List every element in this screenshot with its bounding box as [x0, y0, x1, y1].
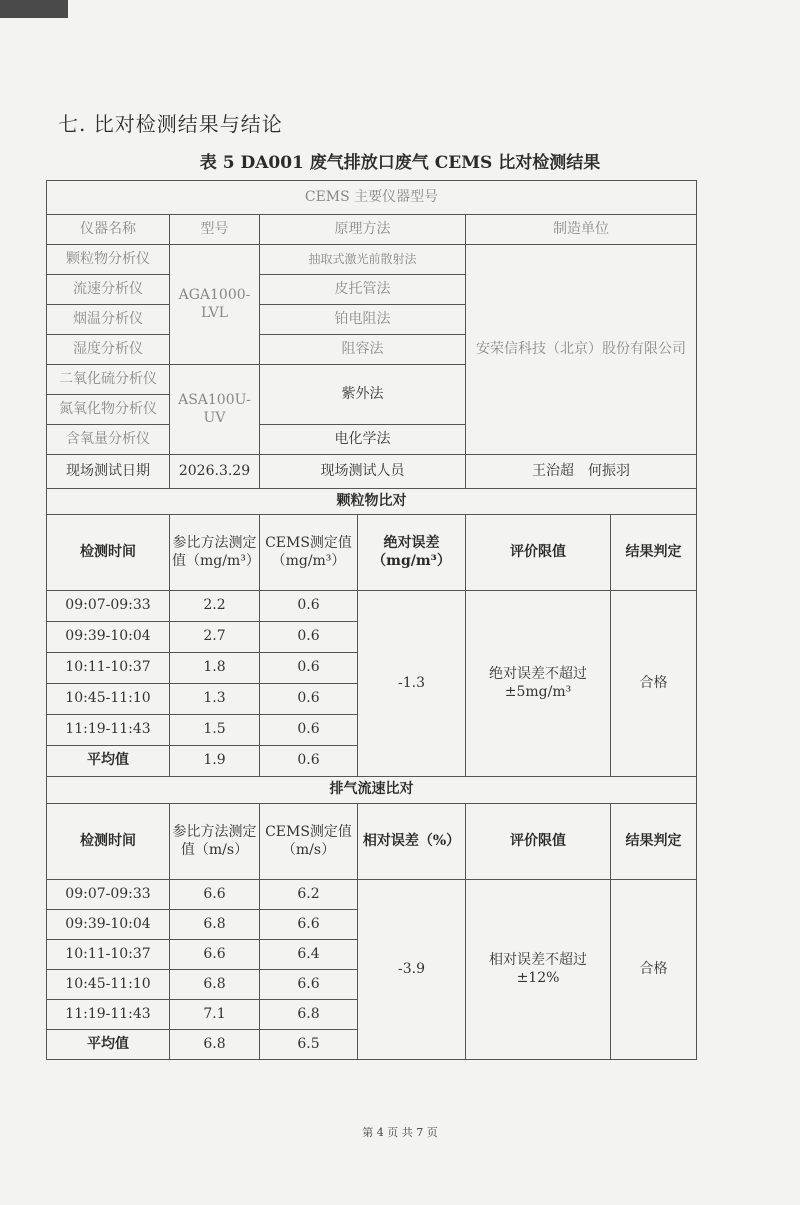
particulate-row-time: 10:45-11:10	[47, 684, 170, 715]
flow-avg-cems: 6.5	[260, 1030, 358, 1060]
particulate-col-time: 检测时间	[47, 515, 170, 591]
flow-row-time: 11:19-11:43	[47, 1000, 170, 1030]
flow-row-time: 10:45-11:10	[47, 970, 170, 1000]
instrument-model: ASA100U-UV	[170, 365, 260, 455]
flow-avg-label: 平均值	[47, 1030, 170, 1060]
particulate-row-time: 09:07-09:33	[47, 591, 170, 622]
particulate-col-limit: 评价限值	[466, 515, 611, 591]
flow-row-time: 10:11-10:37	[47, 940, 170, 970]
particulate-row-cems: 0.6	[260, 653, 358, 684]
particulate-col-result: 结果判定	[611, 515, 697, 591]
table-title: 表 5 DA001 废气排放口废气 CEMS 比对检测结果	[199, 153, 601, 173]
instrument-name: 二氧化硫分析仪	[47, 365, 170, 395]
instruments-header: CEMS 主要仪器型号	[47, 181, 697, 215]
flow-row-cems: 6.6	[260, 910, 358, 940]
instrument-name: 湿度分析仪	[47, 335, 170, 365]
flow-row-cems: 6.2	[260, 880, 358, 910]
flow-error: -3.9	[358, 880, 466, 1060]
instrument-principle: 抽取式激光前散射法	[260, 245, 466, 275]
particulate-avg-ref: 1.9	[170, 746, 260, 777]
test-date-label: 现场测试日期	[47, 455, 170, 489]
flow-row-ref: 6.8	[170, 970, 260, 1000]
flow-col-result: 结果判定	[611, 804, 697, 880]
particulate-result: 合格	[611, 591, 697, 777]
flow-col-limit: 评价限值	[466, 804, 611, 880]
flow-row-time: 09:07-09:33	[47, 880, 170, 910]
flow-row-ref: 6.8	[170, 910, 260, 940]
instrument-name: 烟温分析仪	[47, 305, 170, 335]
flow-row-cems: 6.8	[260, 1000, 358, 1030]
instrument-name: 含氧量分析仪	[47, 425, 170, 455]
particulate-row-ref: 2.2	[170, 591, 260, 622]
particulate-row-time: 11:19-11:43	[47, 715, 170, 746]
particulate-row-time: 10:11-10:37	[47, 653, 170, 684]
particulate-avg-cems: 0.6	[260, 746, 358, 777]
flow-col-ref: 参比方法测定值（m/s）	[170, 804, 260, 880]
particulate-col-cems: CEMS测定值（mg/m³）	[260, 515, 358, 591]
instrument-principle: 紫外法	[260, 365, 466, 425]
testers: 王治超 何振羽	[466, 455, 697, 489]
instrument-principle: 皮托管法	[260, 275, 466, 305]
flow-section-title: 排气流速比对	[47, 777, 697, 804]
flow-row-ref: 6.6	[170, 880, 260, 910]
flow-limit: 相对误差不超过±12%	[466, 880, 611, 1060]
section-title: 七. 比对检测结果与结论	[58, 112, 283, 136]
particulate-row-time: 09:39-10:04	[47, 622, 170, 653]
instrument-principle: 铂电阻法	[260, 305, 466, 335]
instrument-principle: 电化学法	[260, 425, 466, 455]
particulate-section-title: 颗粒物比对	[47, 489, 697, 515]
particulate-row-cems: 0.6	[260, 684, 358, 715]
particulate-limit: 绝对误差不超过±5mg/m³	[466, 591, 611, 777]
particulate-row-ref: 2.7	[170, 622, 260, 653]
instrument-maker: 安荣信科技（北京）股份有限公司	[466, 245, 697, 455]
instrument-name: 流速分析仪	[47, 275, 170, 305]
comparison-table	[46, 180, 697, 1060]
flow-row-cems: 6.4	[260, 940, 358, 970]
flow-row-cems: 6.6	[260, 970, 358, 1000]
col-instrument-name: 仪器名称	[47, 215, 170, 245]
flow-row-time: 09:39-10:04	[47, 910, 170, 940]
particulate-col-error: 绝对误差（mg/m³）	[358, 515, 466, 591]
particulate-row-cems: 0.6	[260, 715, 358, 746]
particulate-col-ref: 参比方法测定值（mg/m³）	[170, 515, 260, 591]
particulate-row-ref: 1.3	[170, 684, 260, 715]
flow-col-cems: CEMS测定值（m/s）	[260, 804, 358, 880]
instrument-name: 氮氧化物分析仪	[47, 395, 170, 425]
flow-col-error: 相对误差（%）	[358, 804, 466, 880]
flow-row-ref: 6.6	[170, 940, 260, 970]
particulate-error: -1.3	[358, 591, 466, 777]
page-number: 第 4 页 共 7 页	[362, 1126, 438, 1139]
particulate-avg-label: 平均值	[47, 746, 170, 777]
flow-avg-ref: 6.8	[170, 1030, 260, 1060]
instrument-model: AGA1000-LVL	[170, 245, 260, 365]
test-date: 2026.3.29	[170, 455, 260, 489]
particulate-row-cems: 0.6	[260, 591, 358, 622]
instrument-name: 颗粒物分析仪	[47, 245, 170, 275]
scan-corner-mark	[0, 0, 68, 18]
col-maker: 制造单位	[466, 215, 697, 245]
col-principle: 原理方法	[260, 215, 466, 245]
col-model: 型号	[170, 215, 260, 245]
flow-row-ref: 7.1	[170, 1000, 260, 1030]
instrument-principle: 阻容法	[260, 335, 466, 365]
particulate-row-ref: 1.8	[170, 653, 260, 684]
flow-col-time: 检测时间	[47, 804, 170, 880]
flow-result: 合格	[611, 880, 697, 1060]
particulate-row-cems: 0.6	[260, 622, 358, 653]
testers-label: 现场测试人员	[260, 455, 466, 489]
particulate-row-ref: 1.5	[170, 715, 260, 746]
